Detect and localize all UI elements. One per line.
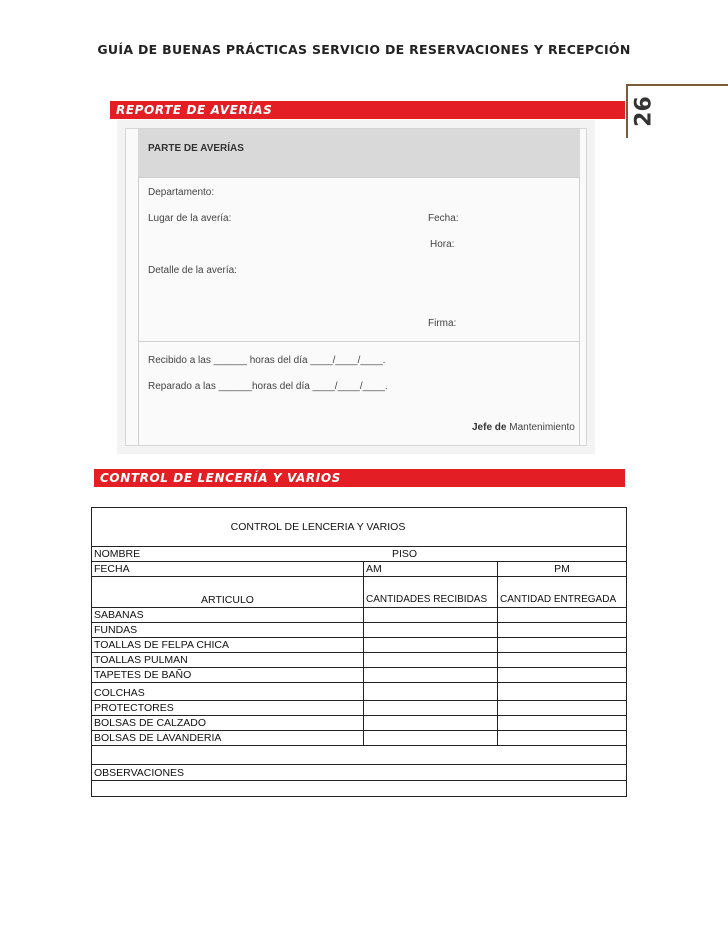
jefe-rest: Mantenimiento [509,422,575,433]
recibidas-cell [364,731,498,746]
col-articulo: ARTICULO [92,577,364,608]
nombre-cell [92,547,627,562]
table-row [92,653,627,668]
table-title-row [92,508,627,547]
page-number-rule [626,84,728,86]
jefe-signature [472,422,575,433]
form-divider [138,177,580,178]
observaciones-row [92,765,627,781]
departamento-label: Departamento: [148,187,215,198]
detalle-label: Detalle de la avería: [148,265,237,276]
entregada-cell [498,623,627,638]
entregada-cell [498,716,627,731]
column-header-row [92,577,627,608]
averia-form-title: PARTE DE AVERÍAS [148,143,244,154]
item-cell: SABANAS [92,608,364,623]
entregada-cell [498,731,627,746]
table-row [92,731,627,746]
table-row [92,608,627,623]
table-row [92,638,627,653]
recibidas-cell [364,623,498,638]
entregada-cell [498,683,627,701]
col-entregada: CANTIDAD ENTREGADA [498,577,627,608]
observaciones-blank [92,781,627,797]
entregada-cell [498,653,627,668]
pm-label: PM [498,562,627,577]
recibidas-cell [364,638,498,653]
col-recibidas: CANTIDADES RECIBIDAS [364,577,498,608]
spacer-row [92,746,627,765]
item-cell: TOALLAS PULMAN [92,653,364,668]
item-cell: BOLSAS DE LAVANDERIA [92,731,364,746]
entregada-cell [498,638,627,653]
recibidas-cell [364,668,498,683]
fecha-row [92,562,627,577]
table-title [92,508,627,547]
recibido-line: Recibido a las ______ horas del día ____/____/____. [148,355,386,366]
piso-label: PISO [392,548,418,560]
reparado-line: Reparado a las ______horas del día ____/____/____. [148,381,388,392]
averia-form-header [138,129,580,177]
table-row [92,701,627,716]
recibidas-cell [364,683,498,701]
entregada-cell [498,701,627,716]
averia-form-image [125,128,587,446]
page-number [628,93,658,133]
fecha-label: FECHA [92,562,364,577]
table-title-text: CONTROL DE LENCERIA Y VARIOS [230,521,406,533]
recibidas-cell [364,701,498,716]
item-cell: PROTECTORES [92,701,364,716]
recibidas-cell [364,716,498,731]
jefe-bold: Jefe de [472,422,507,433]
observaciones-blank-row [92,781,627,797]
nombre-label: NOMBRE [94,548,141,560]
lenceria-table [91,507,627,797]
recibidas-cell [364,653,498,668]
item-cell: COLCHAS [92,683,364,701]
section-control-lenceria: CONTROL DE LENCERÍA Y VARIOS [94,469,625,487]
lugar-label: Lugar de la avería: [148,213,232,224]
item-cell: FUNDAS [92,623,364,638]
form-divider [138,341,580,342]
observaciones-label: OBSERVACIONES [92,765,627,781]
table-row [92,683,627,701]
fecha-label: Fecha: [428,213,459,224]
entregada-cell [498,608,627,623]
table-row [92,623,627,638]
table-row [92,716,627,731]
entregada-cell [498,668,627,683]
section-reporte-averias: REPORTE DE AVERÍAS [110,101,625,119]
spacer-cell [92,746,627,765]
am-label: AM [364,562,498,577]
table-row [92,668,627,683]
recibidas-cell [364,608,498,623]
page-number-text: 26 [631,96,657,127]
page-header: GUÍA DE BUENAS PRÁCTICAS SERVICIO DE RESERVACIONES Y RECEPCIÓN [97,42,631,57]
nombre-row [92,547,627,562]
firma-label: Firma: [428,318,457,329]
hora-label: Hora: [430,239,455,250]
item-cell: BOLSAS DE CALZADO [92,716,364,731]
item-cell: TOALLAS DE FELPA CHICA [92,638,364,653]
item-cell: TAPETES DE BAÑO [92,668,364,683]
